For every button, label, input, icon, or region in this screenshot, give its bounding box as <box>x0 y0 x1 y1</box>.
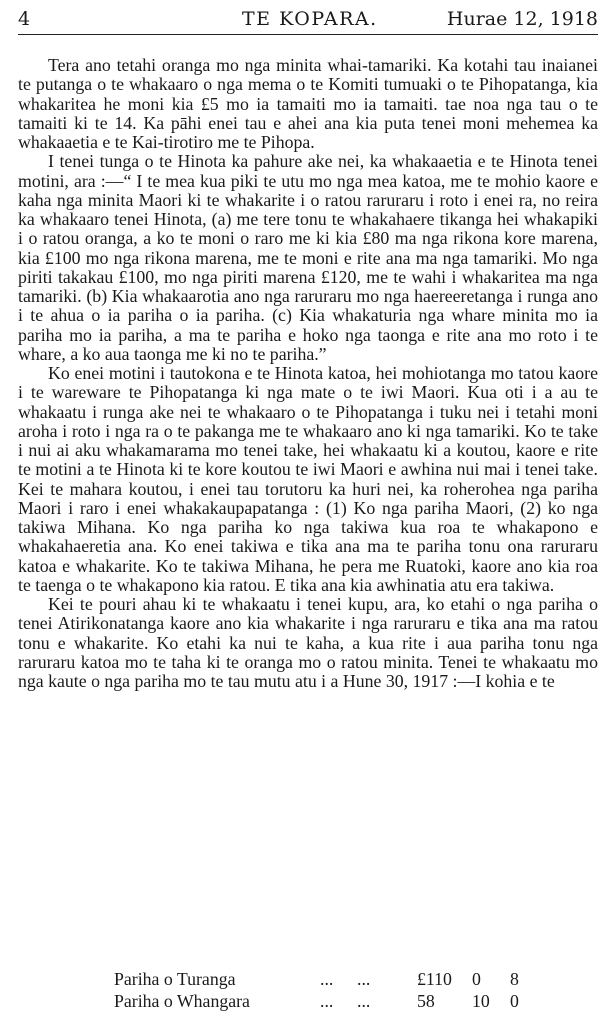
amount-pence: 8 <box>510 969 519 989</box>
article-body <box>18 56 598 691</box>
paragraph-4: Kei te pouri ahau ki te whakaatu i tenei kupu, ara, ko etahi o nga pariha o tenei Atirikonatanga kaore ano kia whakarite i nga raruraru e tika ana ma ratou tonu e whakarite. Ko etahi ka nui te kaha, a kua rite i aua pariha tonu nga raruraru katoa mo te taha ki te oranga mo o ratou minita. Tenei te whakaatu mo nga kaute o nga pariha mo te tau mutu atu i a Hune 30, 1917 :—I kohia e te <box>18 594 598 691</box>
page-number: 4 <box>18 8 31 30</box>
leader-dots: ... <box>357 969 371 989</box>
amount-shillings: 10 <box>472 991 490 1011</box>
amount-pence: 0 <box>510 991 519 1011</box>
leader-dots: ... <box>357 991 371 1011</box>
amount-pounds: 58 <box>417 991 435 1011</box>
paragraph-2: I tenei tunga o te Hinota ka pahure ake nei, ka whakaaetia e te Hinota tenei motini, ara :—“ I te mea kua piki te utu mo nga mea katoa, me te mohio kaore e kaha nga minita Maori ki te whakarite i o ratou raruraru i roto i enei ra, no reira ka whakaaro tenei Hinota, (a) me tere tonu te whakahaere tikanga hei whakapiki i o ratou oranga, a ko te moni o raro me ki kia £80 ma nga rikona kore marena, kia £100 mo nga rikona marena, me te moni e rite ana ma nga tamariki. Mo nga piriti takakau £100, mo nga piriti marena £120, me te wahi i whakaritea ma nga tamariki. (b) Kia whakaarotia ano nga raruraru mo nga haereeretanga i runga ano i te ahua o ia pariha o ia pariha. (c) Kia whakaturia nga whare minita mo ia pariha mo ia pariha, a ma te pariha e hoko nga taonga e rite ana mo roto i te whare, a ko aua taonga me ki no te pariha.” <box>18 151 598 364</box>
paragraph-1: Tera ano tetahi oranga mo nga minita whai-tamariki. Ka kotahi tau inaianei te putanga o te whakaaro o nga mema o te Komiti tumuaki o te Pihopatanga, kia whakaritea he moni kia £5 mo ia tamaiti mo ia tamaiti. tae noa nga tau o te tamaiti ki te 14. Ka pāhi enei tau e ahei ana kia puta tenei moni mehemea ka whakaaetia e te Kai-tirotiro me te Pihopa. <box>18 55 598 152</box>
amount-shillings: 0 <box>472 969 481 989</box>
publication-title: TE KOPARA. <box>242 8 378 30</box>
leader-dots: ... <box>320 969 334 989</box>
issue-date: Hurae 12, 1918 <box>446 8 598 30</box>
paragraph-3: Ko enei motini i tautokona e te Hinota katoa, hei mohiotanga mo tatou kaore i te wareware te Pihopatanga ki nga mate o te iwi Maori. Kua oti i a au te whakaatu i runga ake nei te whakaaro o te Pihopatanga i tuku nei i tetahi moni aroha i roto i nga ra o te pakanga me te whakaaro ano ki nga tamariki. Ko te take i nui ai aku whakamarama mo tenei take, hei whakaatu ki a koutou, kaore e rite te motini a te Hinota ki te kore koutou te iwi Maori e awhina nui mai i tenei take. Kei te mahara koutou, i enei tau torutoru ka huri nei, ka roherohea nga pariha Maori i raro i enei whakakaupapatanga : (1) Ko nga pariha Maori, (2) ko nga takiwa Mihana. Ko nga pariha ko nga takiwa kua roa te whakapono e whakahaeretia ana. Ko enei takiwa e tika ana ma te pariha tonu ona raruraru katoa e whakarite. Ko te takiwa Mihana, he pera me Ruatoki, kaore ano kia roa te taenga o te whakapono kia ratou. E tika ana kia awhinatia atu era takiwa. <box>18 363 598 595</box>
table-row <box>0 968 615 990</box>
parish-name: Pariha o Whangara <box>114 991 250 1011</box>
page-header <box>18 4 598 35</box>
leader-dots: ... <box>320 991 334 1011</box>
parish-name: Pariha o Turanga <box>114 969 236 989</box>
table-row <box>0 990 615 1012</box>
accounts-table <box>0 968 615 1012</box>
amount-pounds: £110 <box>417 969 452 989</box>
